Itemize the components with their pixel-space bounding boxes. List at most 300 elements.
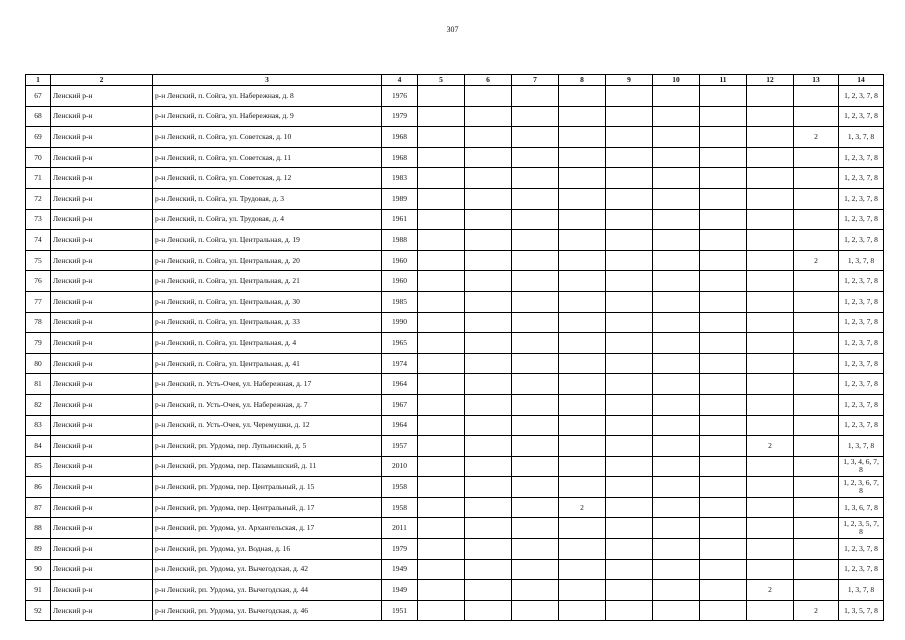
table-row [26,477,884,498]
row-number-cell: 91 [26,580,51,601]
col11-cell [700,147,747,168]
col5-cell [418,559,465,580]
col12-cell [747,559,794,580]
col5-cell [418,477,465,498]
col10-cell [653,415,700,436]
address-cell: р-н Ленский, рп. Урдома, пер. Лупьинский, д. 5 [153,436,382,457]
address-cell: р-н Ленский, рп. Урдома, ул. Вычегодская, д. 46 [153,600,382,621]
col14-cell: 1, 3, 7, 8 [839,127,884,148]
col8-cell [559,86,606,107]
col12-cell [747,497,794,518]
col5-cell [418,250,465,271]
col7-cell [512,168,559,189]
col12-cell: 2 [747,436,794,457]
col14-cell: 1, 3, 4, 6, 7, 8 [839,456,884,477]
row-number-cell: 82 [26,394,51,415]
col12-cell [747,168,794,189]
col13-cell [794,477,839,498]
col7-cell [512,271,559,292]
district-cell: Ленский р-н [51,580,153,601]
year-cell: 1960 [382,271,418,292]
address-cell: р-н Ленский, рп. Урдома, пер. Центральный, д. 17 [153,497,382,518]
col6-cell [465,312,512,333]
col6-cell [465,333,512,354]
col5-cell [418,539,465,560]
column-header: 11 [700,75,747,86]
col6-cell [465,86,512,107]
year-cell: 1964 [382,374,418,395]
col8-cell [559,188,606,209]
column-header: 12 [747,75,794,86]
col13-cell [794,86,839,107]
col11-cell [700,374,747,395]
district-cell: Ленский р-н [51,456,153,477]
col11-cell [700,456,747,477]
col14-cell: 1, 2, 3, 7, 8 [839,86,884,107]
col8-cell [559,209,606,230]
table-row [26,559,884,580]
col11-cell [700,353,747,374]
col5-cell [418,333,465,354]
col11-cell [700,168,747,189]
table-row [26,271,884,292]
col5-cell [418,168,465,189]
col8-cell [559,374,606,395]
col6-cell [465,559,512,580]
address-cell: р-н Ленский, п. Сойга, ул. Центральная, д. 20 [153,250,382,271]
col11-cell [700,436,747,457]
table-row [26,539,884,560]
col6-cell [465,477,512,498]
col11-cell [700,250,747,271]
col14-cell: 1, 2, 3, 7, 8 [839,230,884,251]
address-cell: р-н Ленский, рп. Урдома, пер. Центральный, д. 15 [153,477,382,498]
address-cell: р-н Ленский, п. Сойга, ул. Центральная, д. 19 [153,230,382,251]
col9-cell [606,436,653,457]
col7-cell [512,353,559,374]
col14-cell: 1, 2, 3, 7, 8 [839,333,884,354]
col12-cell [747,188,794,209]
col10-cell [653,291,700,312]
col7-cell [512,600,559,621]
row-number-cell: 88 [26,518,51,539]
address-cell: р-н Ленский, рп. Урдома, ул. Вычегодская, д. 42 [153,559,382,580]
col5-cell [418,271,465,292]
col5-cell [418,353,465,374]
table-row [26,415,884,436]
district-cell: Ленский р-н [51,147,153,168]
col12-cell [747,147,794,168]
year-cell: 1979 [382,539,418,560]
year-cell: 1974 [382,353,418,374]
col5-cell [418,230,465,251]
row-number-cell: 75 [26,250,51,271]
col14-cell: 1, 3, 5, 7, 8 [839,600,884,621]
col8-cell: 2 [559,497,606,518]
col14-cell: 1, 2, 3, 7, 8 [839,209,884,230]
col13-cell [794,394,839,415]
col9-cell [606,86,653,107]
col14-cell: 1, 2, 3, 7, 8 [839,271,884,292]
col10-cell [653,436,700,457]
col8-cell [559,127,606,148]
col8-cell [559,271,606,292]
col5-cell [418,518,465,539]
row-number-cell: 76 [26,271,51,292]
col6-cell [465,374,512,395]
year-cell: 1968 [382,147,418,168]
col5-cell [418,374,465,395]
col5-cell [418,291,465,312]
district-cell: Ленский р-н [51,415,153,436]
col8-cell [559,250,606,271]
col10-cell [653,86,700,107]
row-number-cell: 74 [26,230,51,251]
col5-cell [418,497,465,518]
year-cell: 1988 [382,230,418,251]
address-cell: р-н Ленский, рп. Урдома, пер. Пазамышский, д. 11 [153,456,382,477]
col7-cell [512,127,559,148]
table-row [26,127,884,148]
col12-cell [747,415,794,436]
column-header: 4 [382,75,418,86]
col14-cell: 1, 2, 3, 7, 8 [839,559,884,580]
district-cell: Ленский р-н [51,497,153,518]
year-cell: 2010 [382,456,418,477]
address-cell: р-н Ленский, п. Усть-Очея, ул. Набережная, д. 7 [153,394,382,415]
col9-cell [606,333,653,354]
col10-cell [653,539,700,560]
col12-cell [747,312,794,333]
address-cell: р-н Ленский, п. Сойга, ул. Советская, д. 12 [153,168,382,189]
year-cell: 1957 [382,436,418,457]
col14-cell: 1, 2, 3, 7, 8 [839,415,884,436]
col5-cell [418,312,465,333]
col6-cell [465,415,512,436]
col14-cell: 1, 2, 3, 7, 8 [839,539,884,560]
col9-cell [606,456,653,477]
col6-cell [465,168,512,189]
district-cell: Ленский р-н [51,168,153,189]
col8-cell [559,312,606,333]
col10-cell [653,230,700,251]
district-cell: Ленский р-н [51,539,153,560]
col6-cell [465,394,512,415]
col11-cell [700,230,747,251]
col11-cell [700,312,747,333]
column-header: 8 [559,75,606,86]
col8-cell [559,559,606,580]
year-cell: 1949 [382,580,418,601]
district-cell: Ленский р-н [51,271,153,292]
col11-cell [700,518,747,539]
col9-cell [606,518,653,539]
col13-cell [794,518,839,539]
column-header: 10 [653,75,700,86]
col10-cell [653,312,700,333]
housing-registry-table [25,74,884,621]
row-number-cell: 80 [26,353,51,374]
col6-cell [465,209,512,230]
col9-cell [606,353,653,374]
year-cell: 1965 [382,333,418,354]
col11-cell [700,600,747,621]
col9-cell [606,250,653,271]
row-number-cell: 85 [26,456,51,477]
col13-cell [794,168,839,189]
col12-cell [747,250,794,271]
col10-cell [653,580,700,601]
col10-cell [653,127,700,148]
page-number: 307 [446,25,459,34]
year-cell: 1976 [382,86,418,107]
col13-cell [794,312,839,333]
district-cell: Ленский р-н [51,477,153,498]
table-row [26,209,884,230]
col11-cell [700,559,747,580]
col9-cell [606,415,653,436]
col13-cell [794,456,839,477]
col7-cell [512,312,559,333]
col14-cell: 1, 2, 3, 7, 8 [839,188,884,209]
col7-cell [512,374,559,395]
col8-cell [559,106,606,127]
year-cell: 1989 [382,188,418,209]
col8-cell [559,436,606,457]
table-row [26,291,884,312]
col14-cell: 1, 2, 3, 7, 8 [839,312,884,333]
district-cell: Ленский р-н [51,250,153,271]
col12-cell [747,209,794,230]
col14-cell: 1, 2, 3, 5, 7, 8 [839,518,884,539]
col11-cell [700,477,747,498]
col5-cell [418,415,465,436]
col6-cell [465,147,512,168]
district-cell: Ленский р-н [51,600,153,621]
row-number-cell: 69 [26,127,51,148]
district-cell: Ленский р-н [51,106,153,127]
col5-cell [418,600,465,621]
col13-cell [794,333,839,354]
col14-cell: 1, 2, 3, 7, 8 [839,374,884,395]
year-cell: 2011 [382,518,418,539]
row-number-cell: 67 [26,86,51,107]
col7-cell [512,477,559,498]
year-cell: 1949 [382,559,418,580]
col5-cell [418,436,465,457]
col12-cell [747,106,794,127]
col8-cell [559,353,606,374]
table-row [26,147,884,168]
address-cell: р-н Ленский, рп. Урдома, ул. Архангельская, д. 17 [153,518,382,539]
address-cell: р-н Ленский, п. Сойга, ул. Центральная, д. 4 [153,333,382,354]
col9-cell [606,559,653,580]
col7-cell [512,497,559,518]
col13-cell [794,271,839,292]
row-number-cell: 90 [26,559,51,580]
col10-cell [653,333,700,354]
column-header: 14 [839,75,884,86]
year-cell: 1958 [382,497,418,518]
col10-cell [653,559,700,580]
col9-cell [606,394,653,415]
col12-cell [747,477,794,498]
col7-cell [512,230,559,251]
col14-cell: 1, 2, 3, 7, 8 [839,168,884,189]
col6-cell [465,271,512,292]
table-row [26,600,884,621]
address-cell: р-н Ленский, п. Сойга, ул. Советская, д. 10 [153,127,382,148]
col7-cell [512,394,559,415]
col8-cell [559,580,606,601]
table-row [26,188,884,209]
col9-cell [606,106,653,127]
col12-cell [747,518,794,539]
row-number-cell: 68 [26,106,51,127]
address-cell: р-н Ленский, п. Сойга, ул. Советская, д. 11 [153,147,382,168]
address-cell: р-н Ленский, п. Сойга, ул. Центральная, д. 21 [153,271,382,292]
col6-cell [465,353,512,374]
col10-cell [653,250,700,271]
col8-cell [559,333,606,354]
col8-cell [559,600,606,621]
col7-cell [512,106,559,127]
year-cell: 1964 [382,415,418,436]
col6-cell [465,518,512,539]
col7-cell [512,580,559,601]
col9-cell [606,230,653,251]
col14-cell: 1, 2, 3, 7, 8 [839,147,884,168]
col12-cell [747,394,794,415]
row-number-cell: 81 [26,374,51,395]
col5-cell [418,127,465,148]
row-number-cell: 84 [26,436,51,457]
col7-cell [512,559,559,580]
table-row [26,250,884,271]
col7-cell [512,436,559,457]
district-cell: Ленский р-н [51,230,153,251]
col14-cell: 1, 3, 7, 8 [839,436,884,457]
row-number-cell: 77 [26,291,51,312]
table-row [26,580,884,601]
row-number-cell: 72 [26,188,51,209]
col10-cell [653,456,700,477]
col10-cell [653,209,700,230]
row-number-cell: 89 [26,539,51,560]
address-cell: р-н Ленский, рп. Урдома, ул. Водная, д. 16 [153,539,382,560]
col13-cell: 2 [794,600,839,621]
col7-cell [512,86,559,107]
table-row [26,230,884,251]
table-row [26,106,884,127]
table-row [26,333,884,354]
col12-cell [747,333,794,354]
address-cell: р-н Ленский, п. Сойга, ул. Центральная, д. 33 [153,312,382,333]
col7-cell [512,250,559,271]
row-number-cell: 71 [26,168,51,189]
district-cell: Ленский р-н [51,353,153,374]
col7-cell [512,456,559,477]
table-header [26,75,884,86]
row-number-cell: 78 [26,312,51,333]
table-row [26,86,884,107]
year-cell: 1960 [382,250,418,271]
col12-cell [747,600,794,621]
table-row [26,497,884,518]
col6-cell [465,188,512,209]
col6-cell [465,106,512,127]
col11-cell [700,209,747,230]
address-cell: р-н Ленский, п. Сойга, ул. Набережная, д. 9 [153,106,382,127]
col9-cell [606,188,653,209]
address-cell: р-н Ленский, п. Сойга, ул. Трудовая, д. 4 [153,209,382,230]
col7-cell [512,539,559,560]
col14-cell: 1, 3, 6, 7, 8 [839,497,884,518]
address-cell: р-н Ленский, рп. Урдома, ул. Вычегодская, д. 44 [153,580,382,601]
col13-cell [794,580,839,601]
col10-cell [653,168,700,189]
column-header: 9 [606,75,653,86]
col6-cell [465,600,512,621]
col14-cell: 1, 2, 3, 7, 8 [839,394,884,415]
col10-cell [653,394,700,415]
col8-cell [559,168,606,189]
col12-cell [747,456,794,477]
col7-cell [512,209,559,230]
table-row [26,312,884,333]
address-cell: р-н Ленский, п. Сойга, ул. Центральная, д. 30 [153,291,382,312]
col8-cell [559,477,606,498]
table-row [26,374,884,395]
column-header: 7 [512,75,559,86]
district-cell: Ленский р-н [51,394,153,415]
col11-cell [700,497,747,518]
col13-cell [794,497,839,518]
col6-cell [465,456,512,477]
col13-cell: 2 [794,250,839,271]
col7-cell [512,147,559,168]
address-cell: р-н Ленский, п. Усть-Очея, ул. Набережная, д. 17 [153,374,382,395]
col11-cell [700,580,747,601]
col12-cell [747,127,794,148]
col5-cell [418,456,465,477]
col14-cell: 1, 2, 3, 7, 8 [839,291,884,312]
col13-cell [794,291,839,312]
district-cell: Ленский р-н [51,291,153,312]
column-header: 13 [794,75,839,86]
col7-cell [512,291,559,312]
col12-cell [747,539,794,560]
col13-cell [794,209,839,230]
col6-cell [465,497,512,518]
row-number-cell: 86 [26,477,51,498]
col11-cell [700,291,747,312]
col13-cell [794,436,839,457]
col9-cell [606,147,653,168]
row-number-cell: 92 [26,600,51,621]
district-cell: Ленский р-н [51,559,153,580]
col10-cell [653,271,700,292]
district-cell: Ленский р-н [51,518,153,539]
col10-cell [653,353,700,374]
col9-cell [606,539,653,560]
col10-cell [653,600,700,621]
year-cell: 1985 [382,291,418,312]
col7-cell [512,518,559,539]
col12-cell [747,230,794,251]
col9-cell [606,600,653,621]
col10-cell [653,106,700,127]
